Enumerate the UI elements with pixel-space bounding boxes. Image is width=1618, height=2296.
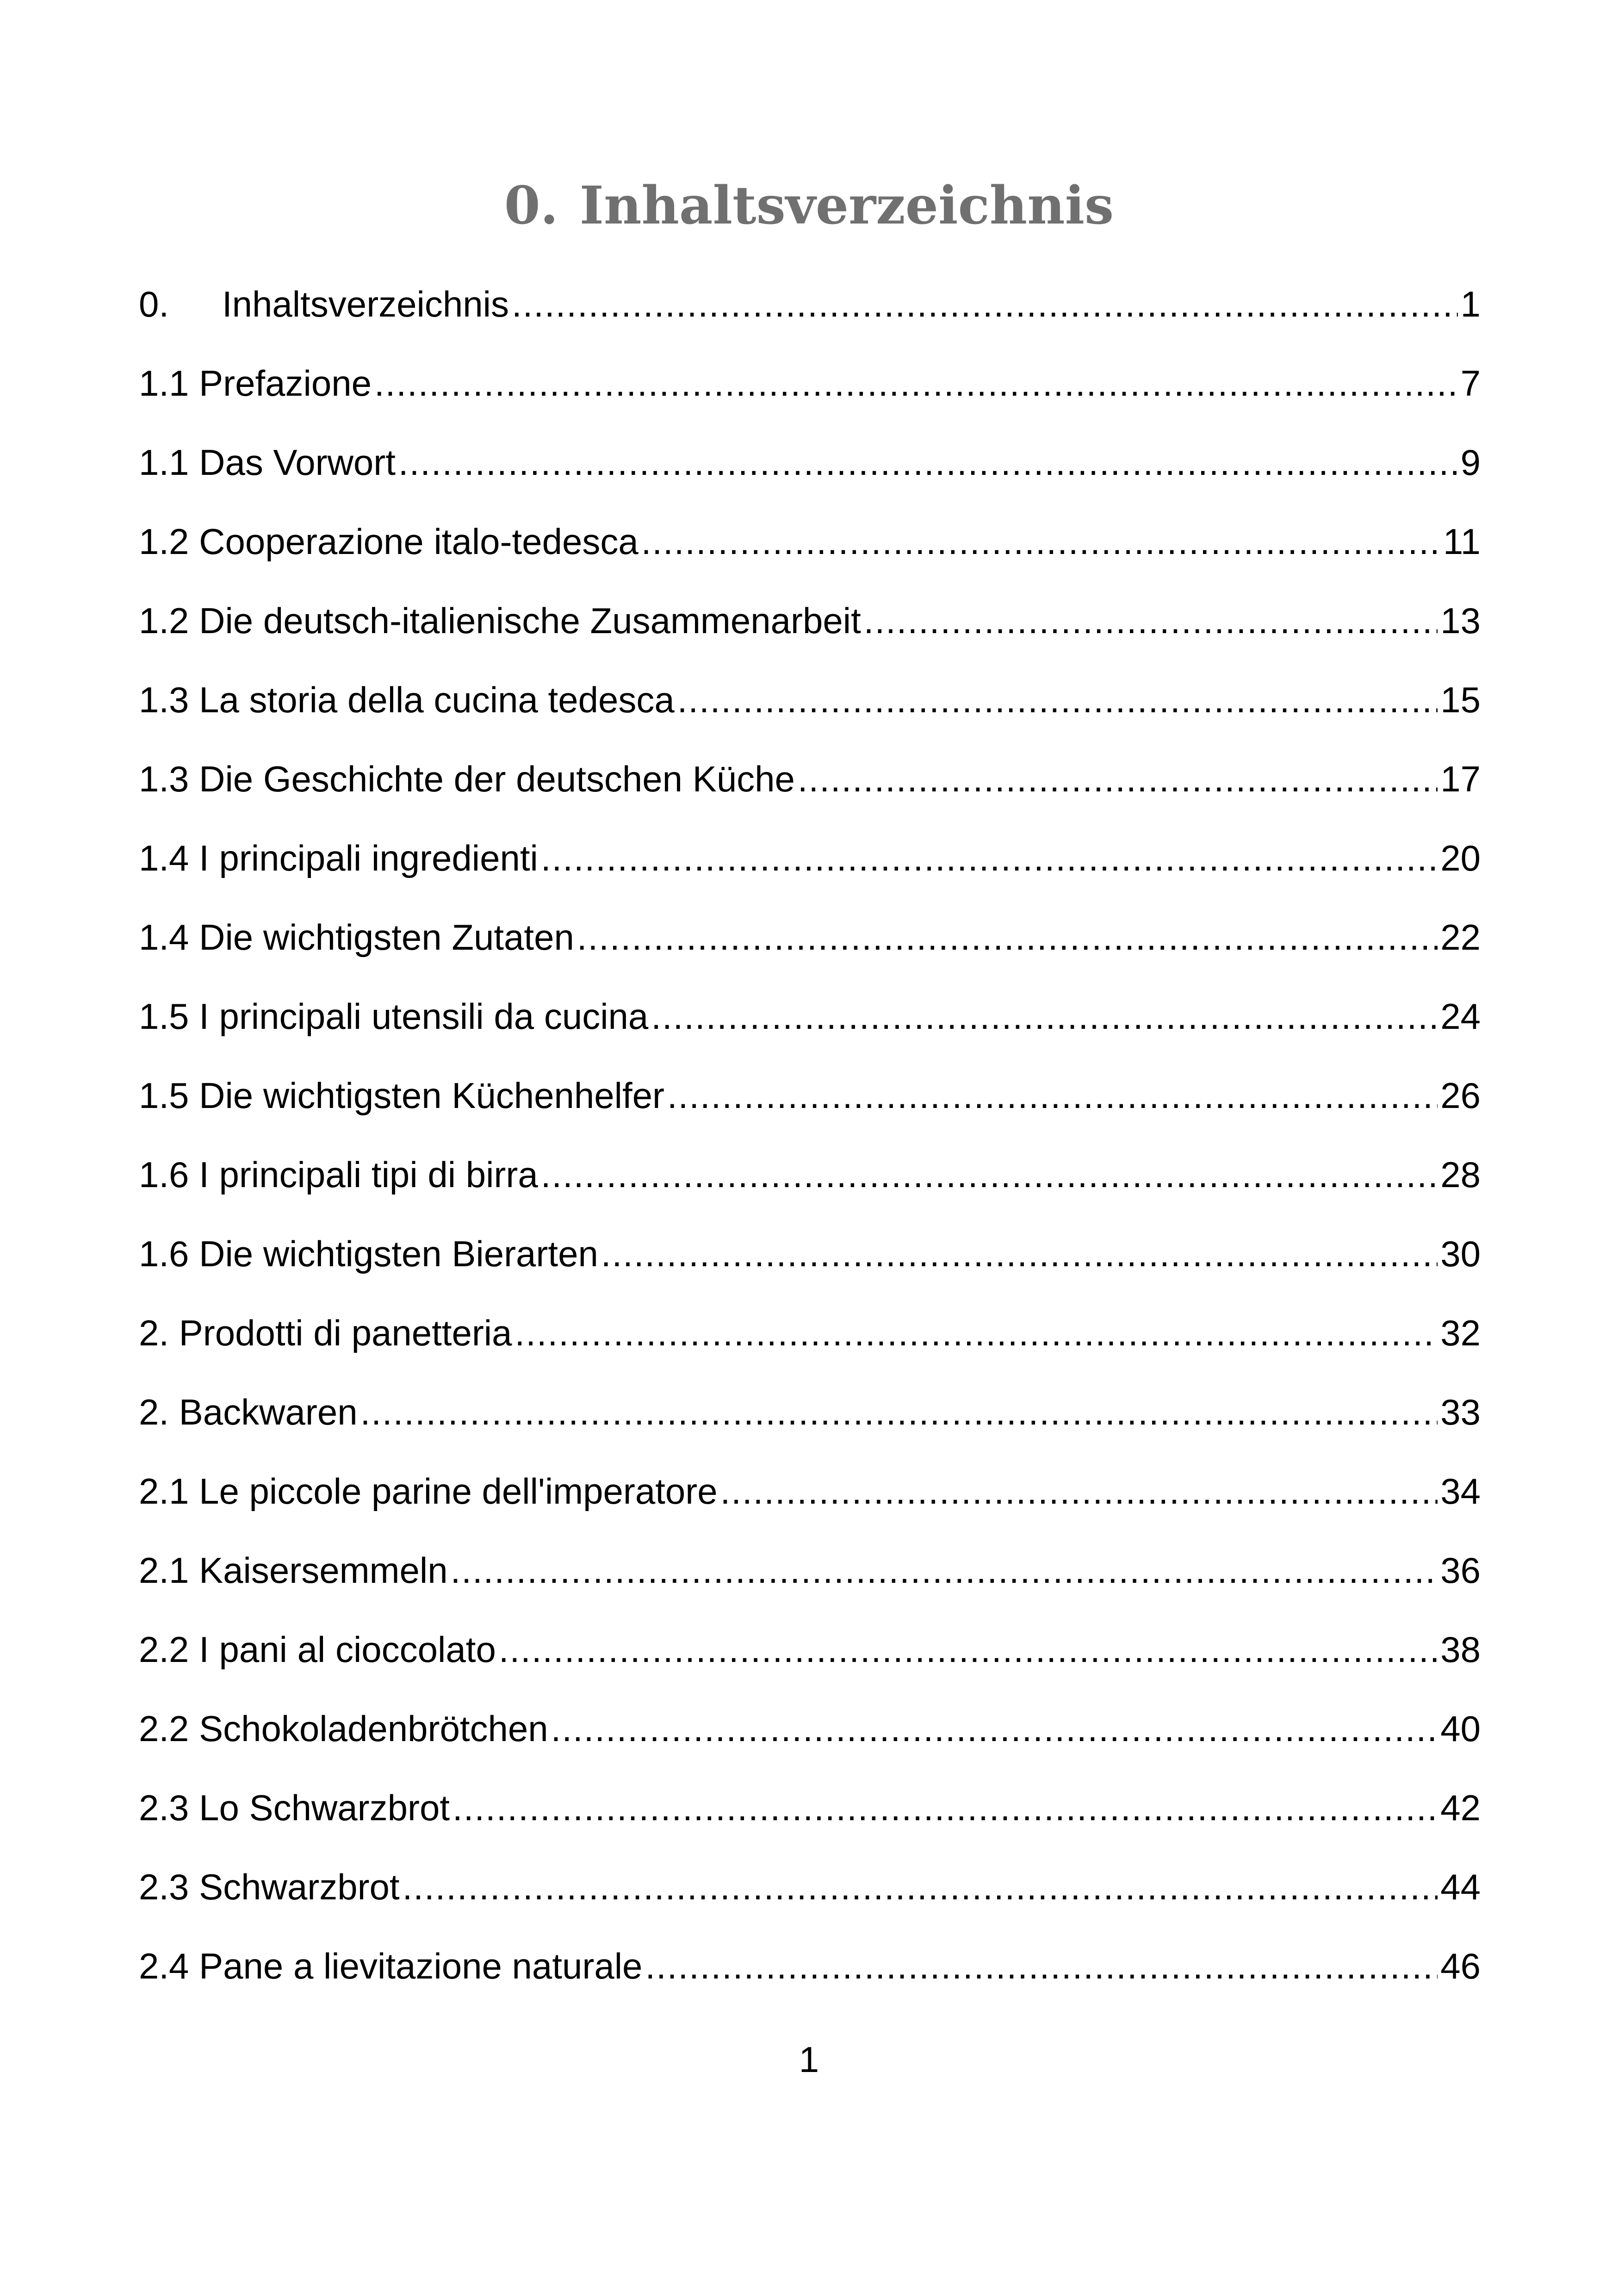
toc-leader-dots xyxy=(403,1857,1438,1917)
toc-entry-page: 32 xyxy=(1440,1313,1481,1353)
toc-entry-number: 2.3 xyxy=(139,1787,189,1828)
toc-entry[interactable] xyxy=(139,1303,1481,1382)
table-of-contents xyxy=(139,274,1481,2015)
toc-entry-page: 36 xyxy=(1440,1550,1481,1591)
toc-entry-number: 1.2 xyxy=(139,600,189,641)
toc-entry-page: 17 xyxy=(1440,759,1481,799)
toc-entry-label: Schwarzbrot xyxy=(199,1867,400,1907)
toc-entry-number: 1.2 xyxy=(139,521,189,562)
toc-leader-dots xyxy=(512,274,1458,334)
toc-entry-page: 20 xyxy=(1440,838,1481,878)
page-title-number: 0. xyxy=(504,175,558,236)
toc-leader-dots xyxy=(641,511,1440,572)
toc-entry-label: Prodotti di panetteria xyxy=(179,1313,512,1353)
toc-entry-page: 15 xyxy=(1440,679,1481,720)
toc-entry-label: Prefazione xyxy=(199,363,372,404)
toc-entry[interactable] xyxy=(139,432,1481,511)
toc-entry-label: Le piccole parine dell'imperatore xyxy=(199,1471,718,1512)
toc-entry-label: Die wichtigsten Bierarten xyxy=(199,1233,598,1274)
toc-entry-label: Inhaltsverzeichnis xyxy=(222,284,509,324)
toc-entry-number: 2. xyxy=(139,1313,169,1353)
toc-entry-page: 33 xyxy=(1440,1392,1481,1432)
toc-entry-number: 1.3 xyxy=(139,679,189,720)
toc-entry-page: 42 xyxy=(1440,1787,1481,1828)
toc-leader-dots xyxy=(360,1382,1438,1442)
toc-entry[interactable] xyxy=(139,1699,1481,1778)
toc-entry-page: 1 xyxy=(1460,284,1481,324)
toc-entry-number: 2.4 xyxy=(139,1946,189,1986)
toc-entry-label: Die Geschichte der deutschen Küche xyxy=(199,759,795,799)
toc-leader-dots xyxy=(667,1065,1438,1126)
toc-entry-page: 40 xyxy=(1440,1708,1481,1749)
toc-leader-dots xyxy=(677,670,1438,730)
toc-entry-label: I principali ingredienti xyxy=(199,838,538,878)
toc-entry-page: 38 xyxy=(1440,1629,1481,1670)
toc-entry-label: Cooperazione italo-tedesca xyxy=(199,521,639,562)
toc-leader-dots xyxy=(720,1461,1438,1521)
toc-entry-number: 2. xyxy=(139,1392,169,1432)
toc-entry-page: 30 xyxy=(1440,1233,1481,1274)
toc-entry[interactable] xyxy=(139,1619,1481,1699)
toc-entry-number: 1.4 xyxy=(139,917,189,958)
toc-leader-dots xyxy=(864,591,1438,651)
toc-entry[interactable] xyxy=(139,749,1481,828)
toc-entry[interactable] xyxy=(139,986,1481,1065)
toc-entry-page: 7 xyxy=(1460,363,1481,404)
toc-entry-page: 28 xyxy=(1440,1154,1481,1195)
toc-entry[interactable] xyxy=(139,1936,1481,2015)
toc-entry-number: 2.3 xyxy=(139,1867,189,1907)
toc-leader-dots xyxy=(651,986,1438,1046)
toc-entry[interactable] xyxy=(139,828,1481,907)
toc-entry[interactable] xyxy=(139,1065,1481,1145)
toc-entry-label: Backwaren xyxy=(179,1392,358,1432)
toc-entry-label: Die wichtigsten Zutaten xyxy=(199,917,574,958)
toc-leader-dots xyxy=(645,1936,1438,1996)
toc-leader-dots xyxy=(577,907,1438,967)
toc-entry-number: 1.1 xyxy=(139,363,189,404)
toc-entry-label: I principali utensili da cucina xyxy=(199,996,649,1037)
toc-entry-number: 1.5 xyxy=(139,996,189,1037)
toc-entry-number: 0. xyxy=(139,284,169,324)
toc-entry[interactable] xyxy=(139,591,1481,670)
toc-entry-label: I pani al cioccolato xyxy=(199,1629,496,1670)
toc-leader-dots xyxy=(499,1619,1438,1680)
toc-entry[interactable] xyxy=(139,511,1481,591)
toc-entry-number: 1.4 xyxy=(139,838,189,878)
toc-leader-dots xyxy=(374,353,1458,413)
toc-entry[interactable] xyxy=(139,670,1481,749)
toc-leader-dots xyxy=(541,1145,1438,1205)
toc-entry[interactable] xyxy=(139,1145,1481,1224)
toc-entry-number: 1.1 xyxy=(139,442,189,483)
toc-entry-page: 26 xyxy=(1440,1075,1481,1116)
toc-entry-number: 1.6 xyxy=(139,1154,189,1195)
toc-leader-dots xyxy=(398,432,1458,492)
toc-entry-number: 2.2 xyxy=(139,1629,189,1670)
toc-entry-label: Das Vorwort xyxy=(199,442,396,483)
toc-entry-number: 1.3 xyxy=(139,759,189,799)
toc-entry-page: 13 xyxy=(1440,600,1481,641)
toc-entry-label: Pane a lievitazione naturale xyxy=(199,1946,643,1986)
toc-entry-page: 44 xyxy=(1440,1867,1481,1907)
toc-entry-page: 46 xyxy=(1440,1946,1481,1986)
toc-entry-page: 34 xyxy=(1440,1471,1481,1512)
page-number: 1 xyxy=(799,2039,819,2080)
toc-entry[interactable] xyxy=(139,274,1481,353)
toc-entry[interactable] xyxy=(139,353,1481,432)
toc-entry[interactable] xyxy=(139,907,1481,986)
toc-entry-page: 22 xyxy=(1440,917,1481,958)
page-title xyxy=(0,174,1618,238)
toc-entry-page: 24 xyxy=(1440,996,1481,1037)
toc-entry-page: 9 xyxy=(1460,442,1481,483)
toc-entry-number: 1.5 xyxy=(139,1075,189,1116)
toc-entry-number: 2.1 xyxy=(139,1550,189,1591)
toc-entry-number: 2.2 xyxy=(139,1708,189,1749)
toc-leader-dots xyxy=(551,1699,1438,1759)
toc-entry-page: 11 xyxy=(1443,521,1481,562)
toc-leader-dots xyxy=(515,1303,1438,1363)
toc-entry-label: Schokoladenbrötchen xyxy=(199,1708,548,1749)
toc-leader-dots xyxy=(601,1224,1438,1284)
toc-entry[interactable] xyxy=(139,1382,1481,1461)
toc-entry-label: Die deutsch-italienische Zusammenarbeit xyxy=(199,600,861,641)
toc-leader-dots xyxy=(451,1540,1438,1600)
toc-entry[interactable] xyxy=(139,1540,1481,1619)
toc-entry-label: Die wichtigsten Küchenhelfer xyxy=(199,1075,664,1116)
toc-entry[interactable] xyxy=(139,1778,1481,1857)
toc-entry-label: Lo Schwarzbrot xyxy=(199,1787,450,1828)
toc-entry[interactable] xyxy=(139,1224,1481,1303)
toc-entry-number: 1.6 xyxy=(139,1233,189,1274)
toc-entry-label: I principali tipi di birra xyxy=(199,1154,538,1195)
toc-entry[interactable] xyxy=(139,1461,1481,1540)
toc-leader-dots xyxy=(541,828,1438,888)
toc-entry-label: Kaisersemmeln xyxy=(199,1550,448,1591)
toc-leader-dots xyxy=(453,1778,1438,1838)
toc-entry-label: La storia della cucina tedesca xyxy=(199,679,675,720)
toc-leader-dots xyxy=(798,749,1438,809)
page-title-text: Inhaltsverzeichnis xyxy=(579,175,1114,236)
toc-entry-number: 2.1 xyxy=(139,1471,189,1512)
toc-entry[interactable] xyxy=(139,1857,1481,1936)
